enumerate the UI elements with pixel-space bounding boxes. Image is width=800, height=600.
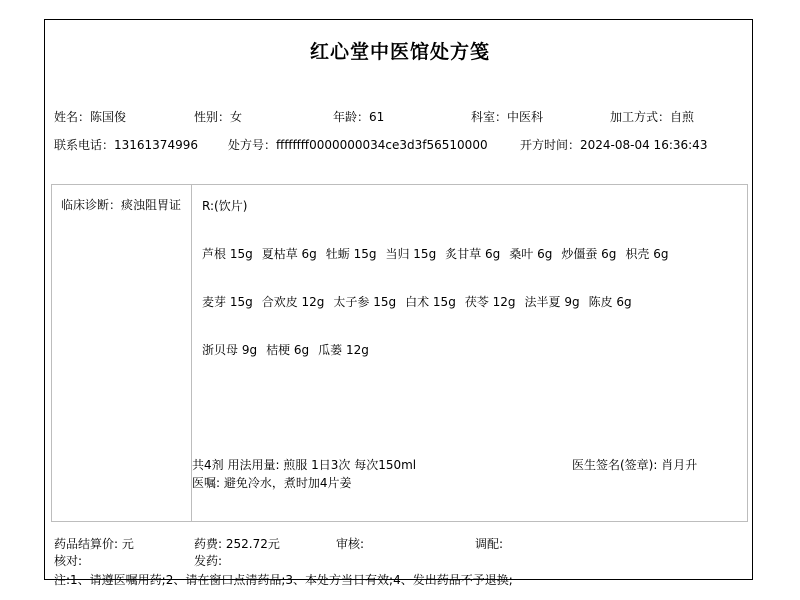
drug-fee: 药费: 252.72元	[194, 537, 280, 551]
patient-age: 年龄：61	[333, 110, 385, 124]
patient-gender: 性别：女	[194, 110, 243, 124]
doctor-advice: 医嘱: 避免冷水，煮时加4片姜	[192, 476, 352, 490]
herb-item: 法半夏 9g	[524, 295, 580, 309]
herb-item: 浙贝母 9g	[202, 343, 258, 357]
compound-field: 调配:	[475, 537, 504, 551]
rx-header: R:(饮片)	[202, 199, 248, 213]
herb-item: 麦芽 15g	[202, 295, 253, 309]
usage-block	[192, 456, 492, 492]
prescription-title: 红心堂中医馆处方笺	[309, 41, 490, 63]
department: 科室：中医科	[471, 110, 544, 124]
herb-item: 枳壳 6g	[625, 247, 669, 261]
footer-note: 注:1、请遵医嘱用药;2、请在窗口点清药品;3、本处方当日有效;4、发出药品不予退换;	[54, 573, 513, 587]
herb-item: 桔梗 6g	[266, 343, 310, 357]
herb-item: 瓜蒌 12g	[318, 343, 369, 357]
doctor-signature: 医生签名(签章): 肖月升	[572, 458, 698, 472]
check-field: 核对:	[54, 554, 83, 568]
herb-item: 陈皮 6g	[588, 295, 632, 309]
herb-item: 太子参 15g	[333, 295, 397, 309]
phone: 联系电话：13161374996	[54, 138, 198, 152]
process-method: 加工方式：自煎	[610, 110, 695, 124]
herb-row-3	[202, 341, 378, 358]
herb-item: 白术 15g	[405, 295, 456, 309]
herb-item: 芦根 15g	[202, 247, 253, 261]
settlement-price: 药品结算价: 元	[54, 537, 134, 551]
herb-row-2	[202, 293, 641, 310]
herb-row-1	[202, 245, 678, 262]
herb-item: 当归 15g	[385, 247, 437, 261]
herb-item: 合欢皮 12g	[261, 295, 325, 309]
patient-name: 姓名：陈国俊	[54, 110, 127, 124]
issue-field: 发药:	[194, 554, 223, 568]
herb-item: 茯苓 12g	[464, 295, 516, 309]
clinical-diagnosis: 临床诊断：痰浊阻胃证	[61, 198, 182, 212]
usage-dosage: 共4剂 用法用量: 煎服 1日3次 每次150ml	[192, 458, 417, 472]
prescription-number: 处方号：ffffffff0000000034ce3d3f56510000	[228, 138, 488, 152]
herb-item: 炙甘草 6g	[445, 247, 501, 261]
herb-item: 牡蛎 15g	[325, 247, 377, 261]
herb-item: 炒僵蚕 6g	[561, 247, 617, 261]
prescription-time: 开方时间：2024-08-04 16:36:43	[520, 138, 708, 152]
herb-item: 夏枯草 6g	[261, 247, 317, 261]
review-field: 审核:	[336, 537, 365, 551]
herb-item: 桑叶 6g	[509, 247, 553, 261]
